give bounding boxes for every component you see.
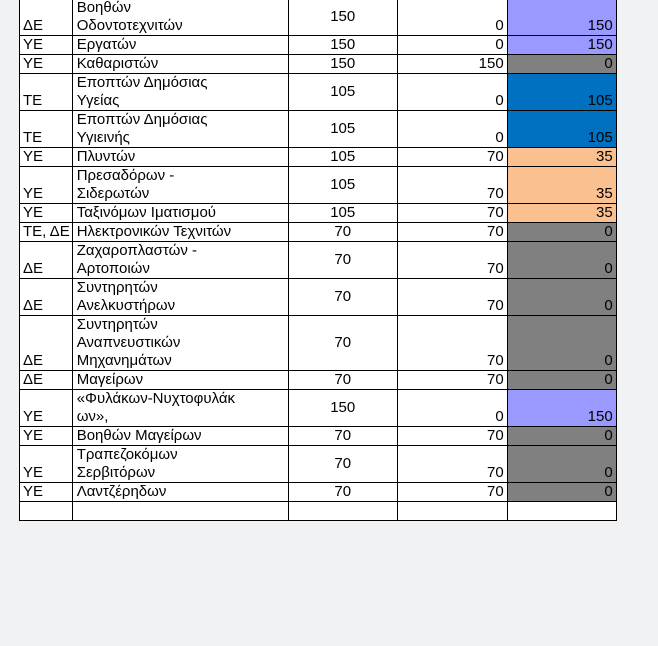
category-cell[interactable]: ΥΕ (20, 427, 73, 446)
value-a-cell[interactable]: 150 (288, 0, 397, 36)
specialty-line: Αρτοποιών (76, 260, 150, 277)
difference-cell[interactable]: 35 (507, 167, 616, 204)
difference-cell[interactable]: 35 (507, 148, 616, 167)
specialty-line: Ηλεκτρονικών Τεχνιτών (76, 223, 232, 240)
value-b-cell[interactable]: 70 (397, 316, 507, 371)
category-cell[interactable] (20, 502, 73, 521)
value-b-cell[interactable]: 70 (397, 446, 507, 483)
table-row (20, 279, 617, 316)
specialty-line: Σερβιτόρων (76, 464, 156, 481)
specialty-line: Υγιεινής (76, 129, 130, 146)
value-a-cell[interactable]: 70 (288, 371, 397, 390)
category-cell[interactable]: ΤΕ (20, 111, 73, 148)
value-b-cell[interactable]: 0 (397, 390, 507, 427)
specialty-cell[interactable] (72, 483, 288, 502)
table-row (20, 36, 617, 55)
difference-cell[interactable]: 0 (507, 242, 616, 279)
specialty-line: Λαντζέρηδων (76, 483, 167, 500)
value-a-cell[interactable]: 105 (288, 167, 397, 204)
table-row (20, 148, 617, 167)
table-row (20, 204, 617, 223)
value-b-cell[interactable]: 0 (397, 74, 507, 111)
value-b-cell[interactable]: 70 (397, 167, 507, 204)
specialty-line: Ταξινόμων Ιματισμού (76, 204, 216, 221)
specialty-line: Σιδερωτών (76, 185, 150, 202)
specialty-cell[interactable] (72, 204, 288, 223)
value-a-cell[interactable]: 70 (288, 279, 397, 316)
value-a-cell[interactable]: 70 (288, 242, 397, 279)
value-a-cell[interactable]: 70 (288, 483, 397, 502)
specialty-line: Ζαχαροπλαστών - (76, 242, 197, 259)
table-row (20, 0, 617, 36)
specialty-line: Οδοντοτεχνιτών (76, 17, 183, 34)
specialty-line: «Φυλάκων-Νυχτοφυλάκ (76, 390, 236, 407)
table-row (20, 483, 617, 502)
value-a-cell[interactable]: 70 (288, 316, 397, 371)
category-cell[interactable]: ΔΕ (20, 0, 73, 36)
category-cell[interactable]: ΤΕ, ΔΕ (20, 223, 73, 242)
value-b-cell[interactable]: 0 (397, 111, 507, 148)
difference-cell[interactable]: 0 (507, 483, 616, 502)
value-b-cell[interactable]: 70 (397, 148, 507, 167)
specialty-cell[interactable] (72, 55, 288, 74)
specialty-line: Εργατών (76, 36, 137, 53)
value-b-cell[interactable]: 0 (397, 36, 507, 55)
category-cell[interactable]: ΔΕ (20, 316, 73, 371)
category-cell[interactable]: ΥΕ (20, 204, 73, 223)
specialty-cell[interactable] (72, 390, 288, 427)
difference-cell[interactable]: 105 (507, 111, 616, 148)
specialty-cell[interactable] (72, 111, 288, 148)
specialty-cell[interactable] (72, 74, 288, 111)
category-cell[interactable]: ΔΕ (20, 242, 73, 279)
specialty-line: Πλυντών (76, 148, 136, 165)
difference-cell[interactable]: 0 (507, 371, 616, 390)
specialty-line: Μηχανημάτων (76, 352, 172, 369)
category-cell[interactable]: ΥΕ (20, 36, 73, 55)
difference-cell[interactable]: 35 (507, 204, 616, 223)
difference-cell[interactable]: 150 (507, 0, 616, 36)
specialty-cell[interactable] (72, 279, 288, 316)
difference-cell[interactable]: 0 (507, 446, 616, 483)
specialty-cell[interactable] (72, 0, 288, 36)
specialty-line: Ανελκυστήρων (76, 297, 176, 314)
table-row (20, 371, 617, 390)
staff-table (19, 0, 617, 521)
category-cell[interactable]: ΥΕ (20, 446, 73, 483)
category-cell[interactable]: ΥΕ (20, 390, 73, 427)
difference-cell[interactable]: 0 (507, 427, 616, 446)
specialty-line: Υγείας (76, 92, 120, 109)
table-row (20, 111, 617, 148)
value-a-cell[interactable]: 150 (288, 55, 397, 74)
value-b-cell[interactable]: 70 (397, 242, 507, 279)
specialty-cell[interactable] (72, 371, 288, 390)
value-a-cell[interactable]: 70 (288, 446, 397, 483)
difference-cell[interactable] (507, 502, 616, 521)
specialty-line: Πρεσαδόρων - (76, 167, 175, 184)
value-b-cell[interactable]: 0 (397, 0, 507, 36)
table-row (20, 74, 617, 111)
specialty-cell[interactable] (72, 446, 288, 483)
staff-table-body (20, 0, 617, 521)
table-row (20, 223, 617, 242)
specialty-line: Εποπτών Δημόσιας (76, 74, 208, 91)
specialty-cell[interactable] (72, 223, 288, 242)
value-b-cell[interactable]: 70 (397, 483, 507, 502)
specialty-cell[interactable] (72, 36, 288, 55)
difference-cell[interactable]: 0 (507, 316, 616, 371)
value-a-cell[interactable]: 105 (288, 74, 397, 111)
specialty-line: Συντηρητών (76, 279, 158, 296)
difference-cell[interactable]: 150 (507, 36, 616, 55)
difference-cell[interactable]: 0 (507, 55, 616, 74)
specialty-cell[interactable] (72, 167, 288, 204)
difference-cell[interactable]: 105 (507, 74, 616, 111)
category-cell[interactable]: ΥΕ (20, 483, 73, 502)
value-a-cell[interactable]: 150 (288, 390, 397, 427)
value-a-cell[interactable]: 70 (288, 223, 397, 242)
specialty-line: Εποπτών Δημόσιας (76, 111, 208, 128)
value-b-cell[interactable]: 70 (397, 371, 507, 390)
table-row (20, 316, 617, 371)
value-b-cell[interactable]: 70 (397, 223, 507, 242)
specialty-line: Καθαριστών (76, 55, 159, 72)
table-row (20, 446, 617, 483)
specialty-cell[interactable] (72, 316, 288, 371)
value-a-cell[interactable]: 105 (288, 111, 397, 148)
category-cell[interactable]: ΤΕ (20, 74, 73, 111)
value-a-cell[interactable]: 105 (288, 204, 397, 223)
value-a-cell[interactable] (288, 502, 397, 521)
value-b-cell[interactable]: 70 (397, 279, 507, 316)
specialty-line: ων», (76, 408, 109, 425)
table-row (20, 390, 617, 427)
value-a-cell[interactable]: 70 (288, 427, 397, 446)
value-b-cell[interactable]: 70 (397, 204, 507, 223)
category-cell[interactable]: ΥΕ (20, 148, 73, 167)
category-cell[interactable]: ΔΕ (20, 279, 73, 316)
table-row (20, 55, 617, 74)
specialty-cell[interactable] (72, 242, 288, 279)
value-b-cell[interactable] (397, 502, 507, 521)
specialty-line: Συντηρητών (76, 316, 158, 333)
specialty-cell[interactable] (72, 148, 288, 167)
specialty-line: Τραπεζοκόμων (76, 446, 178, 463)
specialty-cell[interactable] (72, 502, 288, 521)
difference-cell[interactable]: 0 (507, 223, 616, 242)
category-cell[interactable]: ΥΕ (20, 55, 73, 74)
value-b-cell[interactable]: 70 (397, 427, 507, 446)
table-row (20, 502, 617, 521)
specialty-line: Βοηθών Μαγείρων (76, 427, 202, 444)
category-cell[interactable]: ΔΕ (20, 371, 73, 390)
value-a-cell[interactable]: 150 (288, 36, 397, 55)
value-a-cell[interactable]: 105 (288, 148, 397, 167)
specialty-line: Αναπνευστικών (76, 334, 181, 351)
specialty-cell[interactable] (72, 427, 288, 446)
specialty-line: Μαγείρων (76, 371, 144, 388)
specialty-line: Βοηθών (76, 0, 131, 16)
table-row (20, 242, 617, 279)
category-cell[interactable]: ΥΕ (20, 167, 73, 204)
difference-cell[interactable]: 150 (507, 390, 616, 427)
table-row (20, 427, 617, 446)
value-b-cell[interactable]: 150 (397, 55, 507, 74)
table-row (20, 167, 617, 204)
difference-cell[interactable]: 0 (507, 279, 616, 316)
